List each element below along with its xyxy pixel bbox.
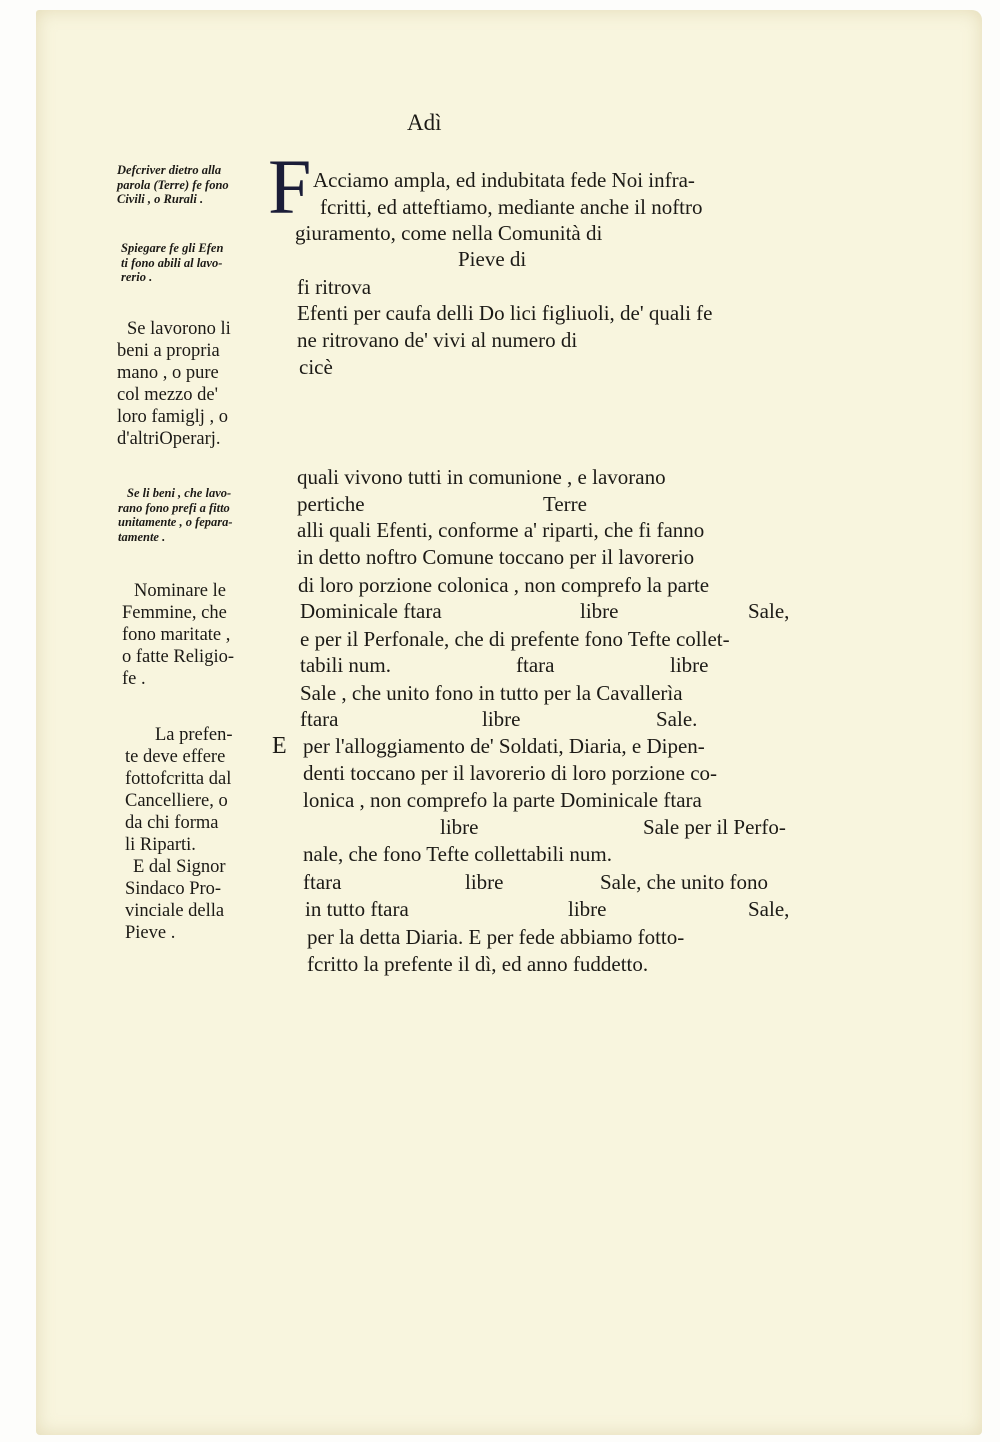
text: nale, che fono Tefte collettabili num. (303, 842, 612, 866)
text: ftara (300, 707, 339, 731)
text: cicè (299, 355, 333, 379)
text: o fatte Religio- (122, 647, 234, 667)
text: fcritti, ed atteftiamo, mediante anche il noftro (320, 195, 703, 219)
text: lonica , non comprefo la parte Dominicale ftara (303, 788, 702, 812)
text: Femmine, che (122, 603, 227, 623)
text: Defcriver dietro alla (117, 163, 222, 177)
text: in tutto ftara (305, 897, 409, 921)
margin-note (117, 318, 231, 450)
text: libre (465, 870, 504, 894)
text: quali vivono tutti in comunione , e lavorano (297, 465, 666, 489)
drop-cap: F (268, 143, 312, 230)
text: Terre (543, 492, 587, 516)
text: fono maritate , (122, 625, 231, 645)
text: Se lavorono li (127, 319, 231, 339)
text: ti fono abili al lavo- (121, 255, 223, 270)
text: E dal Signor (133, 857, 226, 877)
text: loro famiglj , o (117, 407, 228, 427)
text: Sale per il Perfo- (643, 815, 786, 839)
text: rano fono prefi a fitto (118, 500, 230, 515)
text: Pieve . (125, 923, 176, 943)
text: in detto noftro Comune toccano per il lavorerio (297, 545, 695, 569)
text: Sale, (748, 599, 790, 623)
text: Civili , o Rurali . (117, 192, 204, 206)
text: alli quali Efenti, conforme a' riparti, che fi fanno (297, 518, 705, 542)
text: giuramento, come nella Comunità di (295, 221, 603, 245)
text: tabili num. (300, 653, 391, 677)
text: per la detta Diaria. E per fede abbiamo fotto- (307, 925, 685, 949)
text: denti toccano per il lavorerio di loro porzione co- (303, 761, 718, 785)
text: Pieve di (458, 247, 527, 271)
text: Sale, che unito fono (600, 870, 768, 894)
text: Nominare le (134, 581, 226, 601)
text: ftara (303, 870, 342, 894)
text: Dominicale ftara (300, 599, 442, 623)
text: fcritto la prefente il dì, ed anno fuddetto. (307, 952, 649, 976)
text: vinciale della (125, 901, 225, 921)
text: La prefen- (155, 725, 233, 745)
margin-note (117, 163, 229, 207)
text: fottofcritta dal (125, 769, 232, 789)
text: Acciamo ampla, ed indubitata fede Noi infra- (313, 168, 695, 192)
margin-note (125, 724, 233, 944)
text: te deve effere (125, 747, 226, 767)
text: per l'alloggiamento de' Soldati, Diaria, e Dipen- (303, 734, 705, 758)
text: Sindaco Pro- (125, 879, 222, 899)
text: parola (Terre) fe fono (117, 177, 229, 192)
text: Cancelliere, o (125, 791, 228, 811)
margin-note (122, 580, 234, 690)
text: ne ritrovano de' vivi al numero di (297, 328, 578, 352)
text: Efenti per caufa delli Do lici figliuoli, de' quali fe (297, 301, 713, 325)
text: libre (580, 599, 619, 623)
text: beni a propria (117, 341, 220, 361)
text: unitamente , o fepara- (118, 515, 233, 529)
text: Sale , che unito fono in tutto per la Cavallerìa (300, 681, 683, 705)
text: li Riparti. (125, 835, 196, 855)
document-title: Adì (407, 110, 442, 135)
text: d'altriOperarj. (117, 429, 221, 449)
text: libre (568, 897, 607, 921)
text: Spiegare fe gli Efen (121, 241, 224, 255)
text: Sale. (656, 707, 698, 731)
margin-note (118, 486, 233, 544)
text: fi ritrova (297, 275, 372, 299)
text: col mezzo de' (117, 385, 218, 405)
margin-note (121, 241, 223, 285)
text: pertiche (297, 492, 365, 516)
text: fe . (122, 669, 146, 689)
text: libre (482, 707, 521, 731)
text: libre (670, 653, 709, 677)
text: mano , o pure (117, 363, 219, 383)
text: E (272, 733, 287, 759)
text: di loro porzione colonica , non comprefo la parte (298, 573, 710, 597)
text: Sale, (748, 897, 790, 921)
text: tamente . (118, 529, 166, 544)
text: Se li beni , che lavo- (127, 486, 232, 500)
text: libre (440, 815, 479, 839)
text: ftara (516, 653, 555, 677)
text: rerio . (121, 270, 153, 284)
text: e per il Perfonale, che di prefente fono Tefte collet- (300, 627, 730, 651)
text: da chi forma (125, 813, 219, 833)
